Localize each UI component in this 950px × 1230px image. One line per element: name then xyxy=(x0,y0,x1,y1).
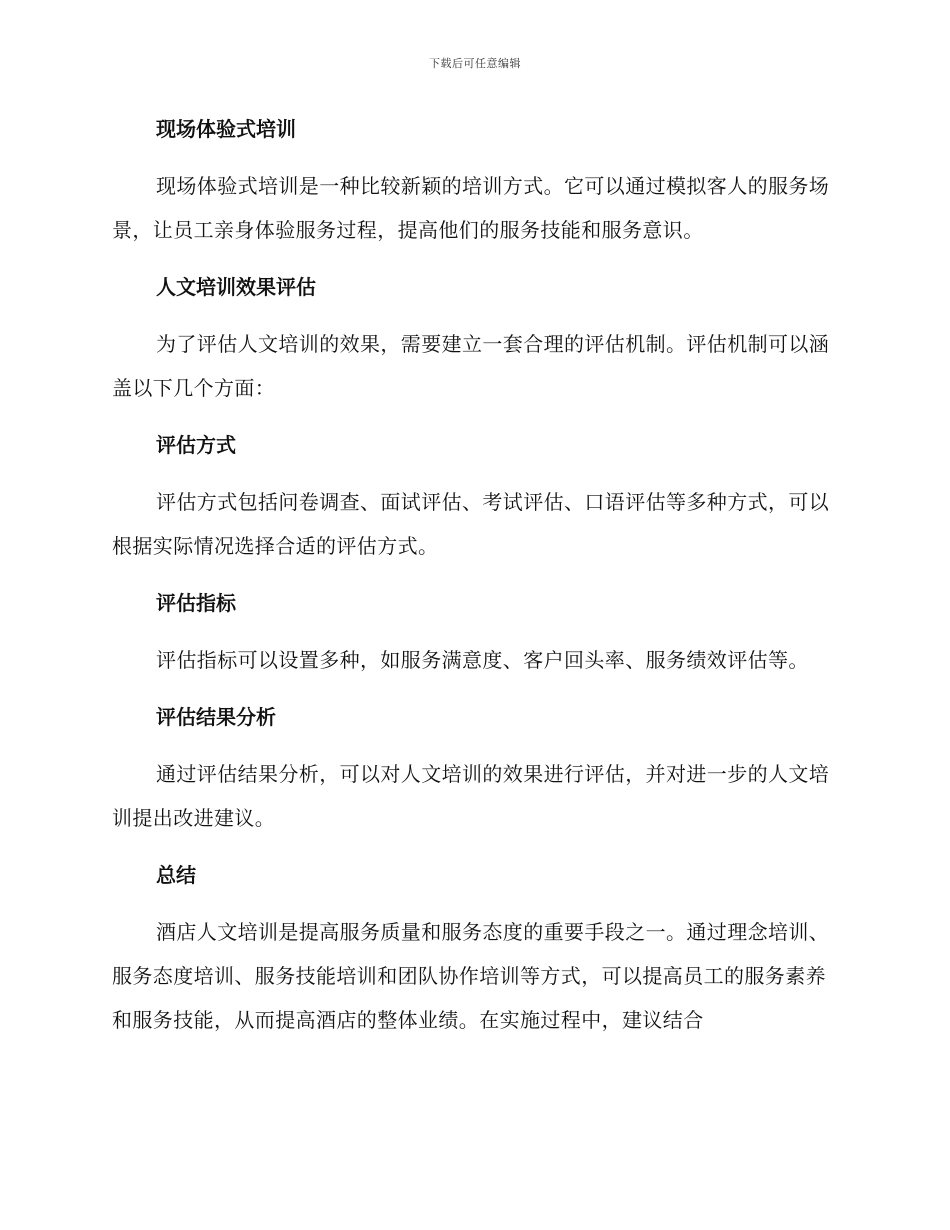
section-heading: 评估指标 xyxy=(156,591,236,615)
section-paragraph: 通过评估结果分析，可以对人文培训的效果进行评估，并对进一步的人文培训提出改进建议。 xyxy=(112,762,830,830)
section-heading: 评估结果分析 xyxy=(156,705,276,729)
section-paragraph: 评估指标可以设置多种，如服务满意度、客户回头率、服务绩效评估等。 xyxy=(156,648,809,672)
document-body xyxy=(112,110,832,1042)
section-heading: 总结 xyxy=(156,863,196,887)
section-heading: 评估方式 xyxy=(156,433,236,457)
section-paragraph: 为了评估人文培训的效果，需要建立一套合理的评估机制。评估机制可以涵盖以下几个方面： xyxy=(112,332,830,400)
section-paragraph: 现场体验式培训是一种比较新颖的培训方式。它可以通过模拟客人的服务场景，让员工亲身体验服务过程，提高他们的服务技能和服务意识。 xyxy=(112,174,830,242)
page-header: 下载后可任意编辑 xyxy=(429,57,521,70)
section-paragraph: 评估方式包括问卷调查、面试评估、考试评估、口语评估等多种方式，可以根据实际情况选择合适的评估方式。 xyxy=(112,490,830,558)
section-paragraph: 酒店人文培训是提高服务质量和服务态度的重要手段之一。通过理念培训、服务态度培训、服务技能培训和团队协作培训等方式，可以提高员工的服务素养和服务技能，从而提高酒店的整体业绩。在实施过程中，建议结合 xyxy=(112,920,830,1032)
section-heading: 现场体验式培训 xyxy=(156,117,296,141)
section-heading: 人文培训效果评估 xyxy=(156,275,316,299)
